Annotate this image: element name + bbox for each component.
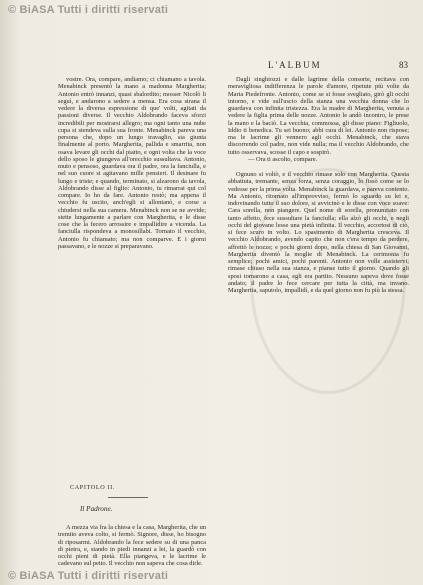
chapter-label: CAPITOLO II. xyxy=(70,484,115,491)
left-bottom-paragraph: A mezza via fra la chiesa e la casa, Margherita, che un tremito aveva colto, si fermò. Signore, disse, ho bisogno di riposarmi. Aldobrando la fece sedere su di una panca di pietra, e, stando in piedi innanzi a lei, la guardò con occhi pieni di pietà. Ella piangeva, e le lacrime le cadevano sul petto. Il vecchio non sapeva che cosa dirle. xyxy=(58,524,206,568)
left-text-column xyxy=(58,76,206,470)
right-column-paragraph-1: Dagli singhiozzi e dalle lagrime della consorte, recitava con meravigliosa indifferenza le parole d'amore, ripetute più volte da Maria Piedefronte. Antonio, come se si fosse svegliato, girò gli occhi intorno, e vide sull'uscio della stanza una vecchia donna che lo guardava con infinita tristezza. Era la madre di Margherita, venuta a vedere la figlia prima delle nozze. Antonio le andò incontro, le prese la mano e la baciò. La vecchia, commossa, gli disse piano: Figliuolo, Iddio ti benedica. Tu sei buono; abbi cura di lei. Antonio non rispose; ma le lacrime gli vennero agli occhi. Menabinck, che stava discorrendo col padre, non vide nulla; ma il vecchio Aldobrando, che tutto osservava, scosse il capo e sospirò. xyxy=(228,76,409,156)
left-column-text: vostre. Ora, compare, andiamo; ci chiamano a tavola. Menabinck presentò la mano a madonna Margherita; Antonio entrò innanzi, quasi sbalordito; mosser Nicolò li seguì, e andarono a sedere a mensa. Era cosa strana il vedere la diversa espressione di que' volti, agitati da passioni diverse. Il vecchio Aldobrando faceva sforzi incredibili per mostrarsi allegro; ma ogni tanto una nube cupa si stendeva sulla sua fronte. Menabinck pareva una persona che, dopo un lungo travaglio, sia giunta finalmente al porto. Margherita, pallida e smarrita, non osava levare gli occhi dal piatto, e ogni volta che la voce dello sposo le giungeva all'orecchio sussultava. Antonio, muto e pensoso, guardava ora il padre, ora la fanciulla, e nel suo cuore si agitavano mille pensieri. Il desinare fu lungo e triste; e quando, terminato, si alzarono da tavola, Aldobrando disse al figlio: Antonio, tu rimarrai qui col compare. Io ho da fare. Antonio restò; ma appena il vecchio fu uscito, anch'egli si allontanò, e corse a chiudersi nella sua camera. Menabinck non se ne avvide; stette lungamente a parlare con Margherita, e le disse cose che la fecero arrossire e impallidire a vicenda. La fanciulla rispondeva a monosillabi. Tornato il vecchio, Antonio fu chiamato; ma non comparve. E i giorni passavano, e le nozze si preparavano. xyxy=(58,76,206,250)
right-text-column xyxy=(228,76,409,571)
copyright-watermark-bottom: © BiASA Tutti i diritti riservati xyxy=(8,570,169,582)
chapter-rule xyxy=(108,497,148,498)
right-column-paragraph-2: — Ora ti ascolto, compare. xyxy=(248,155,318,163)
journal-title: L'ALBUM xyxy=(268,60,322,70)
chapter-title: Il Padrone. xyxy=(80,505,113,513)
left-bottom-text xyxy=(58,524,206,574)
page-number: 83 xyxy=(399,60,408,70)
running-header xyxy=(228,60,408,72)
copyright-watermark-top: © BiASA Tutti i diritti riservati xyxy=(8,4,169,16)
right-column-paragraph-3: Ognuno si voltò, e il vecchio rimase solo con Margherita. Questa abbattuta, tremante, senza forza, senza coraggio, lo fissò come se lo vedesse per la prima volta. Menabinck la guardava, e pareva contento. Ma Antonio, ritornato all'improvviso, fermò lo sguardo su lei e, indovinando tutto il suo dolore, si avvicinò e le disse con voce soave: Cara sorella, non piangere. Quel nome di sorella, pronunziato con tanto affetto, fece sussultare la fanciulla; ella alzò gli occhi, e negli occhi del giovane lesse una pietà infinita. Il vecchio, accortosi di ciò, si fece scuro in volto. Lo spasimento di Margherita cresceva. Il vecchio Aldobrando, avendo capito che non c'era tempo da perdere, affrettò le nozze; e pochi giorni dopo, nella chiesa di San Giovanni, Margherita diventò la moglie di Menabinck. La cerimonia fu semplice; pochi amici, pochi parenti. Antonio non volle assistervi; rimase chiuso nella sua stanza, e pianse tutto il giorno. Quando gli sposi tornarono a casa, egli era partito. Nessuno sapeva dove fosse andato; il padre lo fece cercare per tutta la città, ma invano. Margherita, saputolo, impallidì, e da quel giorno non fu più la stessa. xyxy=(228,171,409,294)
